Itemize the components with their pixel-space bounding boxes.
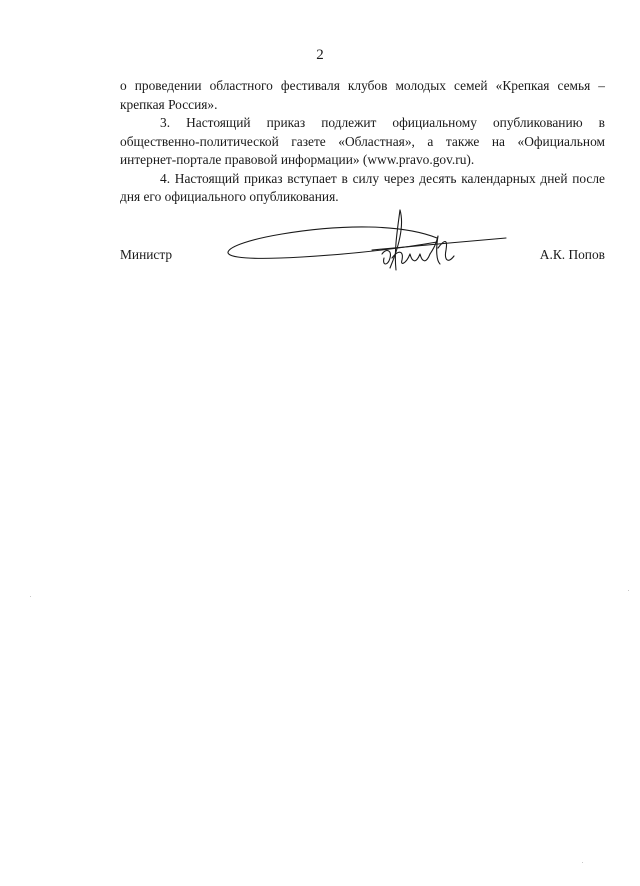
paragraph-item-3: 3. Настоящий приказ подлежит официальному опубликованию в общественно-политической газете «Областная», а также на «Официальном интернет-портале правовой информации» (www.pravo.gov.ru). — [120, 115, 605, 167]
signatory-title: Министр — [120, 247, 173, 262]
scan-speck — [30, 596, 31, 597]
paragraph-continuation: о проведении областного фестиваля клубов молодых семей «Крепкая семья – крепкая Россия». — [120, 78, 605, 112]
paragraph-item-4: 4. Настоящий приказ вступает в силу через десять календарных дней после дня его официального опубликования. — [120, 170, 605, 204]
handwritten-signature — [222, 204, 512, 276]
scan-speck — [628, 590, 629, 591]
page-number: 2 — [316, 47, 324, 63]
signatory-name: А.К. Попов — [539, 247, 605, 262]
scan-speck — [582, 862, 583, 863]
document-body — [120, 77, 605, 207]
